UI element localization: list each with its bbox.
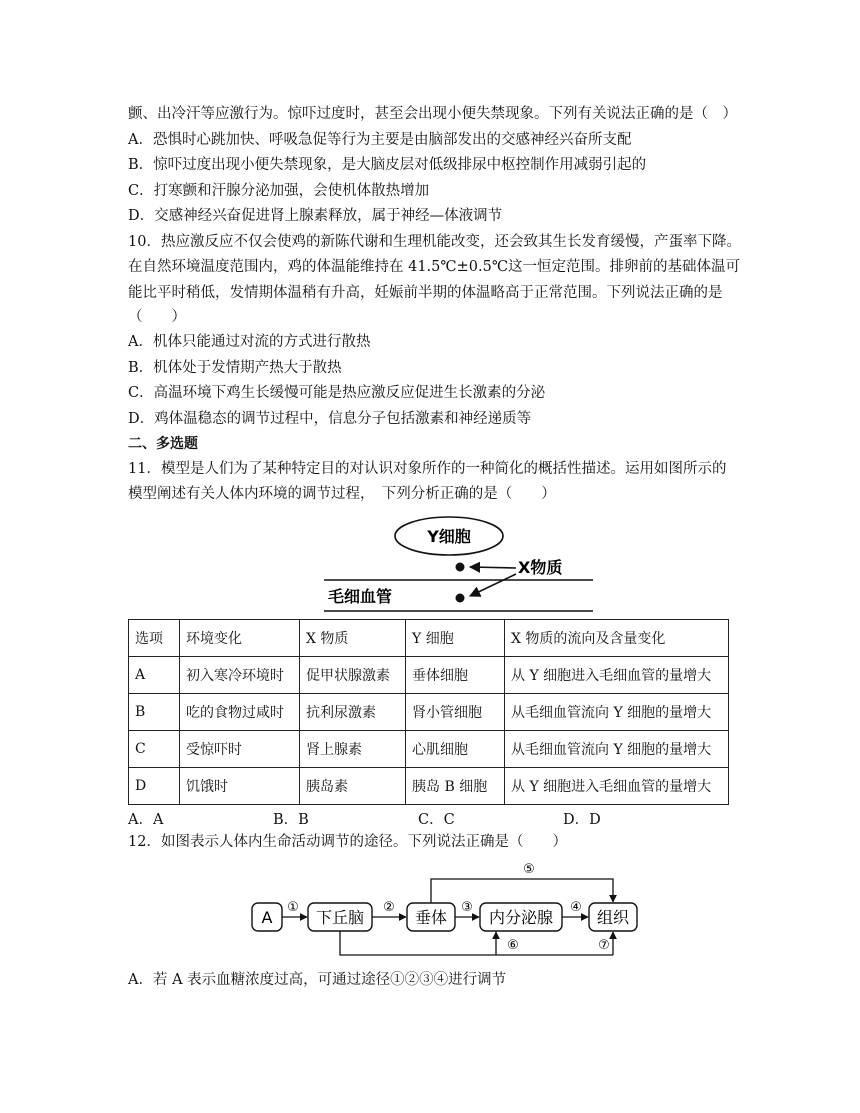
table-row (129, 694, 729, 731)
table-header-cell: X 物质的流向及含量变化 (505, 620, 729, 657)
path-4-label: ④ (570, 900, 582, 915)
q11-stem-line1: 11．模型是人们为了某种特定目的对认识对象所作的一种简化的概括性描述。运用如图所示的 (128, 461, 727, 477)
path-5-label: ⑤ (523, 862, 535, 877)
table-header-cell: Y 细胞 (406, 620, 505, 657)
q10-stem-line1: 10．热应激反应不仅会使鸡的新陈代谢和生理机能改变，还会致其生长发育缓慢，产蛋率下降。 (128, 234, 741, 250)
x-substance-dot-lower (456, 594, 465, 603)
table-cell: A (129, 657, 180, 694)
q9-stem-tail: 颤、出冷汗等应激行为。惊吓过度时，甚至会出现小便失禁现象。下列有关说法正确的是（ ） (128, 106, 737, 122)
q9-option-d: D．交感神经兴奋促进肾上腺素释放，属于神经—体液调节 (128, 208, 503, 224)
q10-option-d: D．鸡体温稳态的调节过程中，信息分子包括激素和神经递质等 (128, 411, 532, 427)
table-cell: 受惊吓时 (180, 731, 300, 768)
path-1-label: ① (287, 900, 299, 915)
table-cell: 垂体细胞 (406, 657, 505, 694)
table-cell: 从 Y 细胞进入毛细血管的量增大 (505, 657, 729, 694)
node-hypothalamus-label: 下丘脑 (315, 908, 365, 927)
y-cell-label: Y细胞 (427, 527, 471, 546)
q10-stem-line2: 在自然环境温度范围内，鸡的体温能维持在 41.5℃±0.5℃这一恒定范围。排卵前的基础体温可 (128, 259, 741, 275)
q9-option-b: B．惊吓过度出现小便失禁现象，是大脑皮层对低级排尿中枢控制作用减弱引起的 (128, 157, 647, 173)
q9-option-a: A．恐惧时心跳加快、呼吸急促等行为主要是由脑部发出的交感神经兴奋所支配 (128, 132, 632, 148)
q11-option-d: D．D (563, 812, 601, 828)
table-row (129, 768, 729, 805)
q11-option-c: C．C (418, 812, 455, 828)
path-6-label: ⑥ (507, 938, 519, 953)
path-7-label: ⑦ (598, 938, 610, 953)
node-a-label: A (261, 908, 273, 927)
table-row (129, 657, 729, 694)
q11-option-a: A．A (128, 812, 164, 828)
table-cell: 肾小管细胞 (406, 694, 505, 731)
x-substance-label: X物质 (518, 558, 563, 577)
q9-option-c: C．打寒颤和汗腺分泌加强，会使机体散热增加 (128, 183, 430, 199)
arrow-to-lower-dot (470, 574, 516, 596)
table-header-cell: 环境变化 (180, 620, 300, 657)
q12-stem: 12．如图表示人体内生命活动调节的途径。下列说法正确是（ ） (128, 834, 567, 850)
table-cell: 从毛细血管流向 Y 细胞的量增大 (505, 731, 729, 768)
arrow-to-upper-dot (470, 567, 516, 568)
q12-pathway-diagram (246, 855, 640, 960)
q10-option-a: A．机体只能通过对流的方式进行散热 (128, 334, 371, 350)
table-cell: 初入寒冷环境时 (180, 657, 300, 694)
table-cell: C (129, 731, 180, 768)
table-cell: 促甲状腺激素 (300, 657, 406, 694)
table-cell: D (129, 768, 180, 805)
vessel-label: 毛细血管 (328, 587, 393, 606)
path-2-label: ② (383, 900, 395, 915)
table-row (129, 731, 729, 768)
x-substance-dot-upper (456, 563, 465, 572)
q10-stem-line3: 能比平时稍低，发情期体温稍有升高，妊娠前半期的体温略高于正常范围。下列说法正确的是 (128, 285, 723, 301)
section-title: 二、多选题 (128, 436, 198, 452)
bottom-connector (340, 931, 613, 955)
node-pituitary-label: 垂体 (414, 908, 448, 927)
q11-table (128, 619, 729, 805)
q12-option-a: A．若 A 表示血糖浓度过高，可通过途径①②③④进行调节 (128, 972, 507, 988)
table-header-cell: 选项 (129, 620, 180, 657)
path-5-arrow (431, 879, 613, 903)
table-cell: 吃的食物过咸时 (180, 694, 300, 731)
q11-model-diagram (318, 510, 603, 615)
node-tissue-label: 组织 (596, 908, 630, 927)
table-cell: 心肌细胞 (406, 731, 505, 768)
q10-option-c: C．高温环境下鸡生长缓慢可能是热应激反应促进生长激素的分泌 (128, 385, 546, 401)
q11-option-b: B．B (273, 812, 309, 828)
table-header-cell: X 物质 (300, 620, 406, 657)
table-cell: 胰岛素 (300, 768, 406, 805)
table-cell: 胰岛 B 细胞 (406, 768, 505, 805)
table-header-row (129, 620, 729, 657)
table-cell: 从毛细血管流向 Y 细胞的量增大 (505, 694, 729, 731)
table-cell: 抗利尿激素 (300, 694, 406, 731)
table-cell: 饥饿时 (180, 768, 300, 805)
q11-stem-line2: 模型阐述有关人体内环境的调节过程， 下列分析正确的是（ ） (128, 486, 556, 502)
table-cell: 从 Y 细胞进入毛细血管的量增大 (505, 768, 729, 805)
table-cell: B (129, 694, 180, 731)
table-cell: 肾上腺素 (300, 731, 406, 768)
node-endocrine-gland-label: 内分泌腺 (488, 908, 554, 927)
q10-option-b: B．机体处于发情期产热大于散热 (128, 360, 342, 376)
q10-stem-paren: （ ） (128, 309, 186, 325)
path-3-label: ③ (461, 900, 473, 915)
